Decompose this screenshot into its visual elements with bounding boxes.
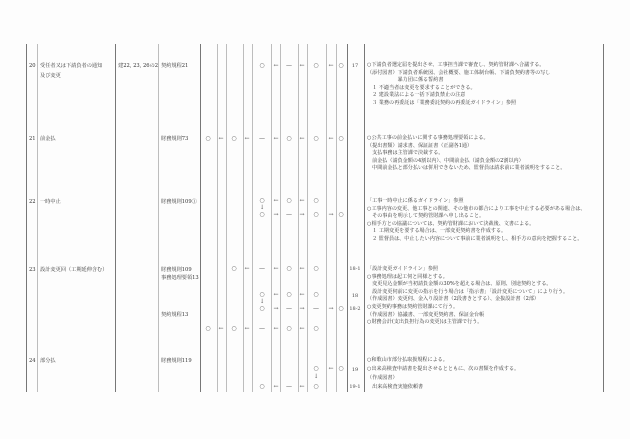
step-number: 17 [351,63,359,69]
description-line: （提出書類）請求書、保証証書（正副各1通） [367,142,473,149]
circle-icon: ○ [286,197,292,204]
circle-icon: ○ [286,291,292,298]
circle-icon: ○ [313,197,319,204]
circle-icon: ○ [231,135,237,142]
grid-line [243,44,244,392]
arrow-left-icon: ← [244,265,250,272]
arrow-left-icon: ← [244,325,250,332]
rule-reference: 財務規則119 [161,358,192,364]
description-line: ○事務処理は起工伺と同様とする。 [367,273,448,280]
description-line: ２ 監督員は、中止したい内容について事前に業者説明をし、相手方の意向を把握すること。 [367,236,583,242]
circle-icon: ○ [313,383,319,390]
rule-reference: 財務規則109 [161,267,192,273]
description-line: ２ 建設業法による一括下請負禁止の注意 [367,92,466,99]
step-number: 18 [351,293,359,299]
arrow-left-icon: ← [299,291,305,298]
grid-line [336,44,337,392]
description-line: ○工事内容の変更、他工事との関連、その他市の都合により工事を中止する必要がある場合は、 [367,205,586,212]
description-line: （作成図書） [367,375,398,381]
step-number: 18-2 [349,306,361,312]
arrow-right-icon: → [328,211,334,218]
circle-icon: ○ [338,135,344,142]
step-number: 18-1 [349,266,361,272]
arrow-left-icon: ← [273,135,279,142]
description-line: 「設計変更ガイドライン」参照 [367,266,439,272]
description-line: ３ 業務の再委託は「業務委託契約の再委託ガイドライン」参照 [367,100,517,106]
item-name: 部分払 [40,358,56,364]
description-line: １ 工期変更を要する場合は、一部変更契約書を作成する。 [367,228,507,235]
grid-line [326,44,327,392]
description-line: 前金払（請負金額の4割以内）、中間前金払（請負金額の2割以内） [367,157,524,164]
circle-icon: ○ [259,197,265,204]
rule-reference: 財務規則109① [161,199,197,205]
description-line: 設計変更伺前に変更の指示を行う場合は「指示書」「設計変更について」により行う。 [367,288,569,295]
grid-line [280,44,281,392]
item-name: 前金払 [40,136,56,142]
arrow-left-icon: ← [328,62,334,69]
circle-icon: ○ [313,365,319,372]
description-line: ○変更契約事務は契約管財課にて行う。 [367,304,459,310]
description-line: 出来高検査実施依頼書 [367,384,424,390]
arrow-right-icon: → [328,305,334,312]
circle-icon: ○ [313,135,319,142]
circle-icon: ○ [286,325,292,332]
arrow-left-icon: ← [299,265,305,272]
arrow-down-icon: ↓ [313,373,319,380]
dash-icon: — [259,325,265,332]
step-number: 19-1 [349,384,361,390]
circle-icon: ○ [259,62,265,69]
arrow-down-icon: ↓ [259,204,265,211]
circle-icon: ○ [313,62,319,69]
circle-icon: ○ [313,211,319,218]
grid-line [200,44,201,392]
description-line: １ 不適当者は変更を要求することができる。 [367,84,476,91]
circle-icon: ○ [259,305,265,312]
description-line: （作成図書）変更伺、金入り設計書（2段書きとする）、金抜設計書（2部） [367,296,540,303]
circle-icon: ○ [259,383,265,390]
dash-icon: — [286,305,292,312]
row-number: 24 [29,358,36,364]
circle-icon: ○ [338,305,344,312]
dash-icon: — [286,62,292,69]
dash-icon: — [313,305,319,312]
circle-icon: ○ [231,265,237,272]
description-line: （作成図書）協議書、一部変更契約書、保証金台帳 [367,311,485,318]
description-line: ○下請負者選定届を提出させ、工事担当課で審査し、契約管財課へ合議する。 [367,62,545,68]
row-number: 21 [29,136,36,142]
arrow-left-icon: ← [273,62,279,69]
grid-line [307,44,308,392]
circle-icon: ○ [338,62,344,69]
rule-reference: 契約規程21 [161,63,189,69]
circle-icon: ○ [259,211,265,218]
arrow-right-icon: → [299,305,305,312]
grid-line [252,44,253,392]
item-name: 設計変更回（工期延伸含む） [40,267,108,273]
arrow-left-icon: ← [328,135,334,142]
circle-icon: ○ [259,291,265,298]
rule-reference: 事務処理要領13 [161,275,199,281]
circle-icon: ○ [205,135,211,142]
arrow-right-icon: → [299,211,305,218]
dash-icon: — [286,211,292,218]
description-line: （添付図書）下請負者系統図、会社概要、施工体制台帳、下請負契約書等の写し [367,69,551,76]
description-line: 支払事務は主管課で決裁する。 [367,150,444,157]
arrow-left-icon: ← [299,135,305,142]
arrow-left-icon: ← [299,383,305,390]
grid-line [347,44,348,392]
circle-icon: ○ [338,211,344,218]
rule-reference: 契約規程13 [161,312,189,318]
arrow-left-icon: ← [273,197,279,204]
grid-line [298,44,299,392]
arrow-left-icon: ← [299,197,305,204]
law-reference: 建22, 23, 26の2 [118,63,159,69]
description-line: 「工事一時中止に係るガイドライン」参照 [367,198,464,204]
row-number: 23 [29,267,36,273]
description-line: ○公共工事の前金払いに関する事務処理要領による。 [367,135,489,141]
arrow-down-icon: ↓ [259,298,265,305]
circle-icon: ○ [286,265,292,272]
grid-line [271,44,272,392]
arrow-right-icon: → [273,211,279,218]
arrow-left-icon: ← [328,365,334,372]
grid-line [217,44,218,392]
grid-line [26,44,27,392]
description-line: 変更見込金額が当初請負金額の30%を超える場合は、原則、別途契約とする。 [367,281,552,288]
description-line: ○和歌山市部分払取扱規程による。 [367,357,448,363]
arrow-left-icon: ← [299,325,305,332]
grid-line [226,44,227,392]
grid-line [37,44,38,392]
arrow-left-icon: ← [299,62,305,69]
item-name: 及び変更 [40,73,61,79]
circle-icon: ○ [231,325,237,332]
grid-line [158,44,159,392]
circle-icon: ○ [286,135,292,142]
dash-icon: — [286,383,292,390]
step-number: 19 [351,367,359,373]
dash-icon: — [259,265,265,272]
circle-icon: ○ [313,325,319,332]
description-line: ○財務会計(支出負担行為の変更)は主管課で行う。 [367,319,483,326]
description-line: ○相手方との協議については、契約管財課において決裁後、文書による。 [367,220,535,227]
circle-icon: ○ [338,365,344,372]
item-name: 一時中止 [40,199,61,205]
rule-reference: 財務規則73 [161,136,189,142]
description-line: 暴力団に係る誓約書 [367,77,444,84]
circle-icon: ○ [313,265,319,272]
arrow-left-icon: ← [244,135,250,142]
arrow-left-icon: ← [273,325,279,332]
description-line: その事由を明示して契約管財課へ申し出ること。 [367,213,485,220]
arrow-left-icon: ← [273,291,279,298]
circle-icon: ○ [205,325,211,332]
arrow-left-icon: ← [218,135,224,142]
grid-line [364,44,365,392]
arrow-left-icon: ← [218,325,224,332]
dash-icon: — [259,135,265,142]
row-number: 20 [29,63,36,69]
arrow-right-icon: → [273,305,279,312]
arrow-left-icon: ← [273,383,279,390]
row-number: 22 [29,199,36,205]
circle-icon: ○ [313,291,319,298]
description-line: 中間前金払と部分払いは併用できないため、監督員は請求前に業者説明をすること。 [367,165,566,172]
description-line: ○出来高検査申請書を提出させるとともに、次の書類を作成する。 [367,366,520,372]
item-name: 受任者又は下請負者の通知 [40,63,103,69]
arrow-left-icon: ← [273,265,279,272]
grid-line [115,44,116,392]
grid-line [603,44,604,392]
